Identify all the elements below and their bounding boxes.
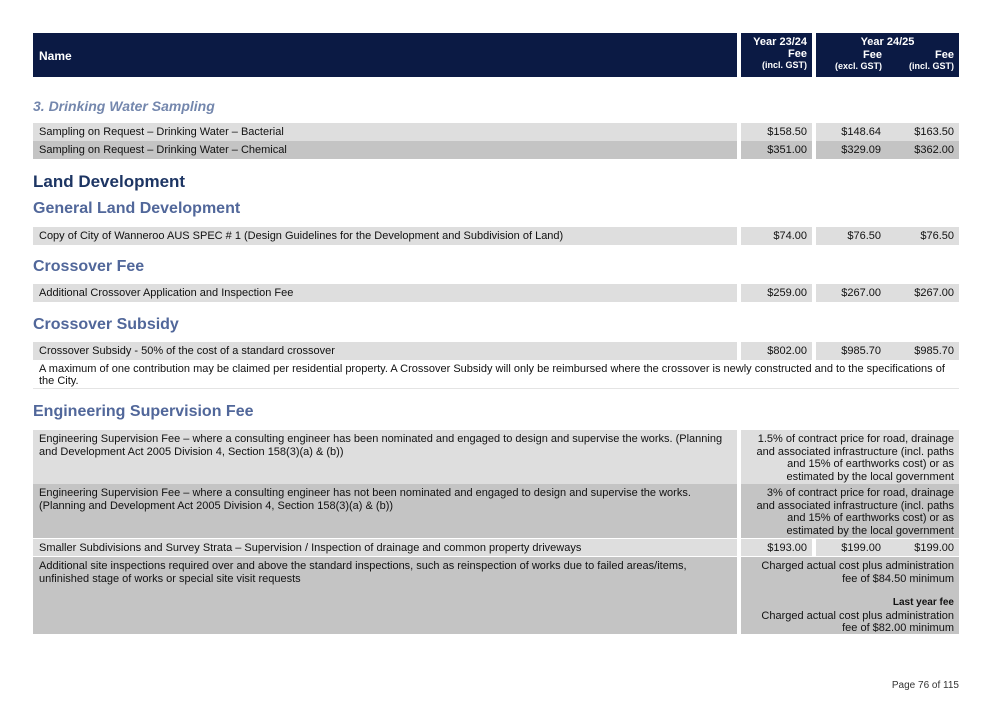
section-drinking-water: 3. Drinking Water Sampling: [33, 98, 215, 114]
fee-name: Engineering Supervision Fee – where a consulting engineer has not been nominated and engaged to design and supervise the works. (Planning and Development Act 2005 Division 4, Section 158(3)(a) & (b)): [33, 484, 737, 538]
table-row-crossover-note: [33, 361, 959, 389]
fee-year-2324: $802.00: [741, 342, 812, 360]
year-2425-excl-col: [835, 49, 882, 71]
year-2425-incl-gst-label: (incl. GST): [909, 61, 954, 71]
table-row-additional-inspections: [33, 557, 959, 634]
year-2425-excl-gst-label: (excl. GST): [834, 61, 882, 71]
fee-year-2324: $74.00: [741, 227, 812, 245]
column-header-year-2324: [741, 33, 812, 77]
year-2425-label: Year 24/25: [860, 36, 915, 48]
table-row-engineering-consultant-nominated: [33, 430, 959, 484]
fee-name: Sampling on Request – Drinking Water – Chemical: [33, 141, 737, 159]
fee-year-2324: $193.00: [741, 539, 812, 556]
fee-year-2324: $259.00: [741, 284, 812, 302]
last-year-fee-label: Last year fee: [892, 597, 954, 608]
fee-description: Charged actual cost plus administration fee of $84.50 minimum: [761, 560, 954, 585]
fee-year-2425-excl: $985.70: [816, 342, 886, 360]
table-row-crossover-application: [33, 284, 959, 302]
crossover-subsidy-note: A maximum of one contribution may be claimed per residential property. A Crossover Subsidy will only be reimbursed where the crossover is newly constructed and to the specifications of the City.: [33, 361, 959, 389]
year-2324-gst-label: (incl. GST): [762, 60, 807, 70]
fee-year-2324: $158.50: [741, 123, 812, 141]
year-2425-excl-fee-label: Fee: [863, 49, 882, 61]
fee-year-2425-excl: $267.00: [816, 284, 886, 302]
heading-crossover-subsidy: Crossover Subsidy: [33, 316, 179, 333]
heading-land-development: Land Development: [33, 172, 186, 191]
heading-crossover-fee: Crossover Fee: [33, 258, 145, 275]
fee-year-2425-incl: $362.00: [886, 141, 959, 159]
column-header-name: [33, 33, 737, 77]
fee-year-2425-excl: $148.64: [816, 123, 886, 141]
heading-general-land-development: General Land Development: [33, 200, 241, 217]
year-2324-label: Year 23/24: [753, 36, 807, 48]
fee-description: 1.5% of contract price for road, drainage and associated infrastructure (incl. paths and 15% of earthworks cost) or as estimated by the local government: [741, 430, 959, 484]
fee-year-2425-incl: $267.00: [886, 284, 959, 302]
fee-name: Sampling on Request – Drinking Water – Bacterial: [33, 123, 737, 141]
fee-year-2425-incl: $76.50: [886, 227, 959, 245]
column-header-year-2425: [816, 33, 959, 77]
fee-name: Engineering Supervision Fee – where a consulting engineer has been nominated and engaged to design and supervise the works. (Planning and Development Act 2005 Division 4, Section 158(3)(a) & (b)): [33, 430, 737, 484]
column-header-name-label: Name: [39, 49, 72, 63]
fee-year-2425-incl: $163.50: [886, 123, 959, 141]
fee-name: Smaller Subdivisions and Survey Strata – Supervision / Inspection of drainage and common property driveways: [33, 539, 737, 556]
fee-year-2324: $351.00: [741, 141, 812, 159]
table-row-ausspec: [33, 227, 959, 245]
year-2324-fee-label: Fee: [788, 48, 807, 60]
page-number: Page 76 of 115: [891, 680, 959, 691]
fee-year-2425-excl: $76.50: [816, 227, 886, 245]
fee-year-2425-incl: $985.70: [886, 342, 959, 360]
fee-name: Crossover Subsidy - 50% of the cost of a standard crossover: [33, 342, 737, 360]
fee-name: Additional Crossover Application and Inspection Fee: [33, 284, 737, 302]
fee-description-block: [741, 557, 959, 634]
fee-year-2425-incl: $199.00: [886, 539, 959, 556]
fee-name: Copy of City of Wanneroo AUS SPEC # 1 (Design Guidelines for the Development and Subdivision of Land): [33, 227, 737, 245]
fee-year-2425-excl: $329.09: [816, 141, 886, 159]
table-row-bacterial: [33, 123, 959, 141]
table-row-smaller-subdivisions: [33, 539, 959, 556]
last-year-fee-description: Charged actual cost plus administration fee of $82.00 minimum: [761, 609, 954, 634]
year-2425-incl-col: [909, 49, 954, 71]
fee-name: Additional site inspections required over and above the standard inspections, such as reinspection of works due to failed areas/items, unfinished stage of works or special site visit requests: [33, 557, 737, 634]
table-row-crossover-subsidy: [33, 342, 959, 360]
heading-engineering-supervision-fee: Engineering Supervision Fee: [33, 403, 254, 420]
fee-description: 3% of contract price for road, drainage and associated infrastructure (incl. paths and 15% of earthworks cost) or as estimated by the local government: [741, 484, 959, 538]
table-row-engineering-consultant-not-nominated: [33, 484, 959, 538]
year-2425-incl-fee-label: Fee: [935, 49, 954, 61]
table-row-chemical: [33, 141, 959, 159]
fee-year-2425-excl: $199.00: [816, 539, 886, 556]
